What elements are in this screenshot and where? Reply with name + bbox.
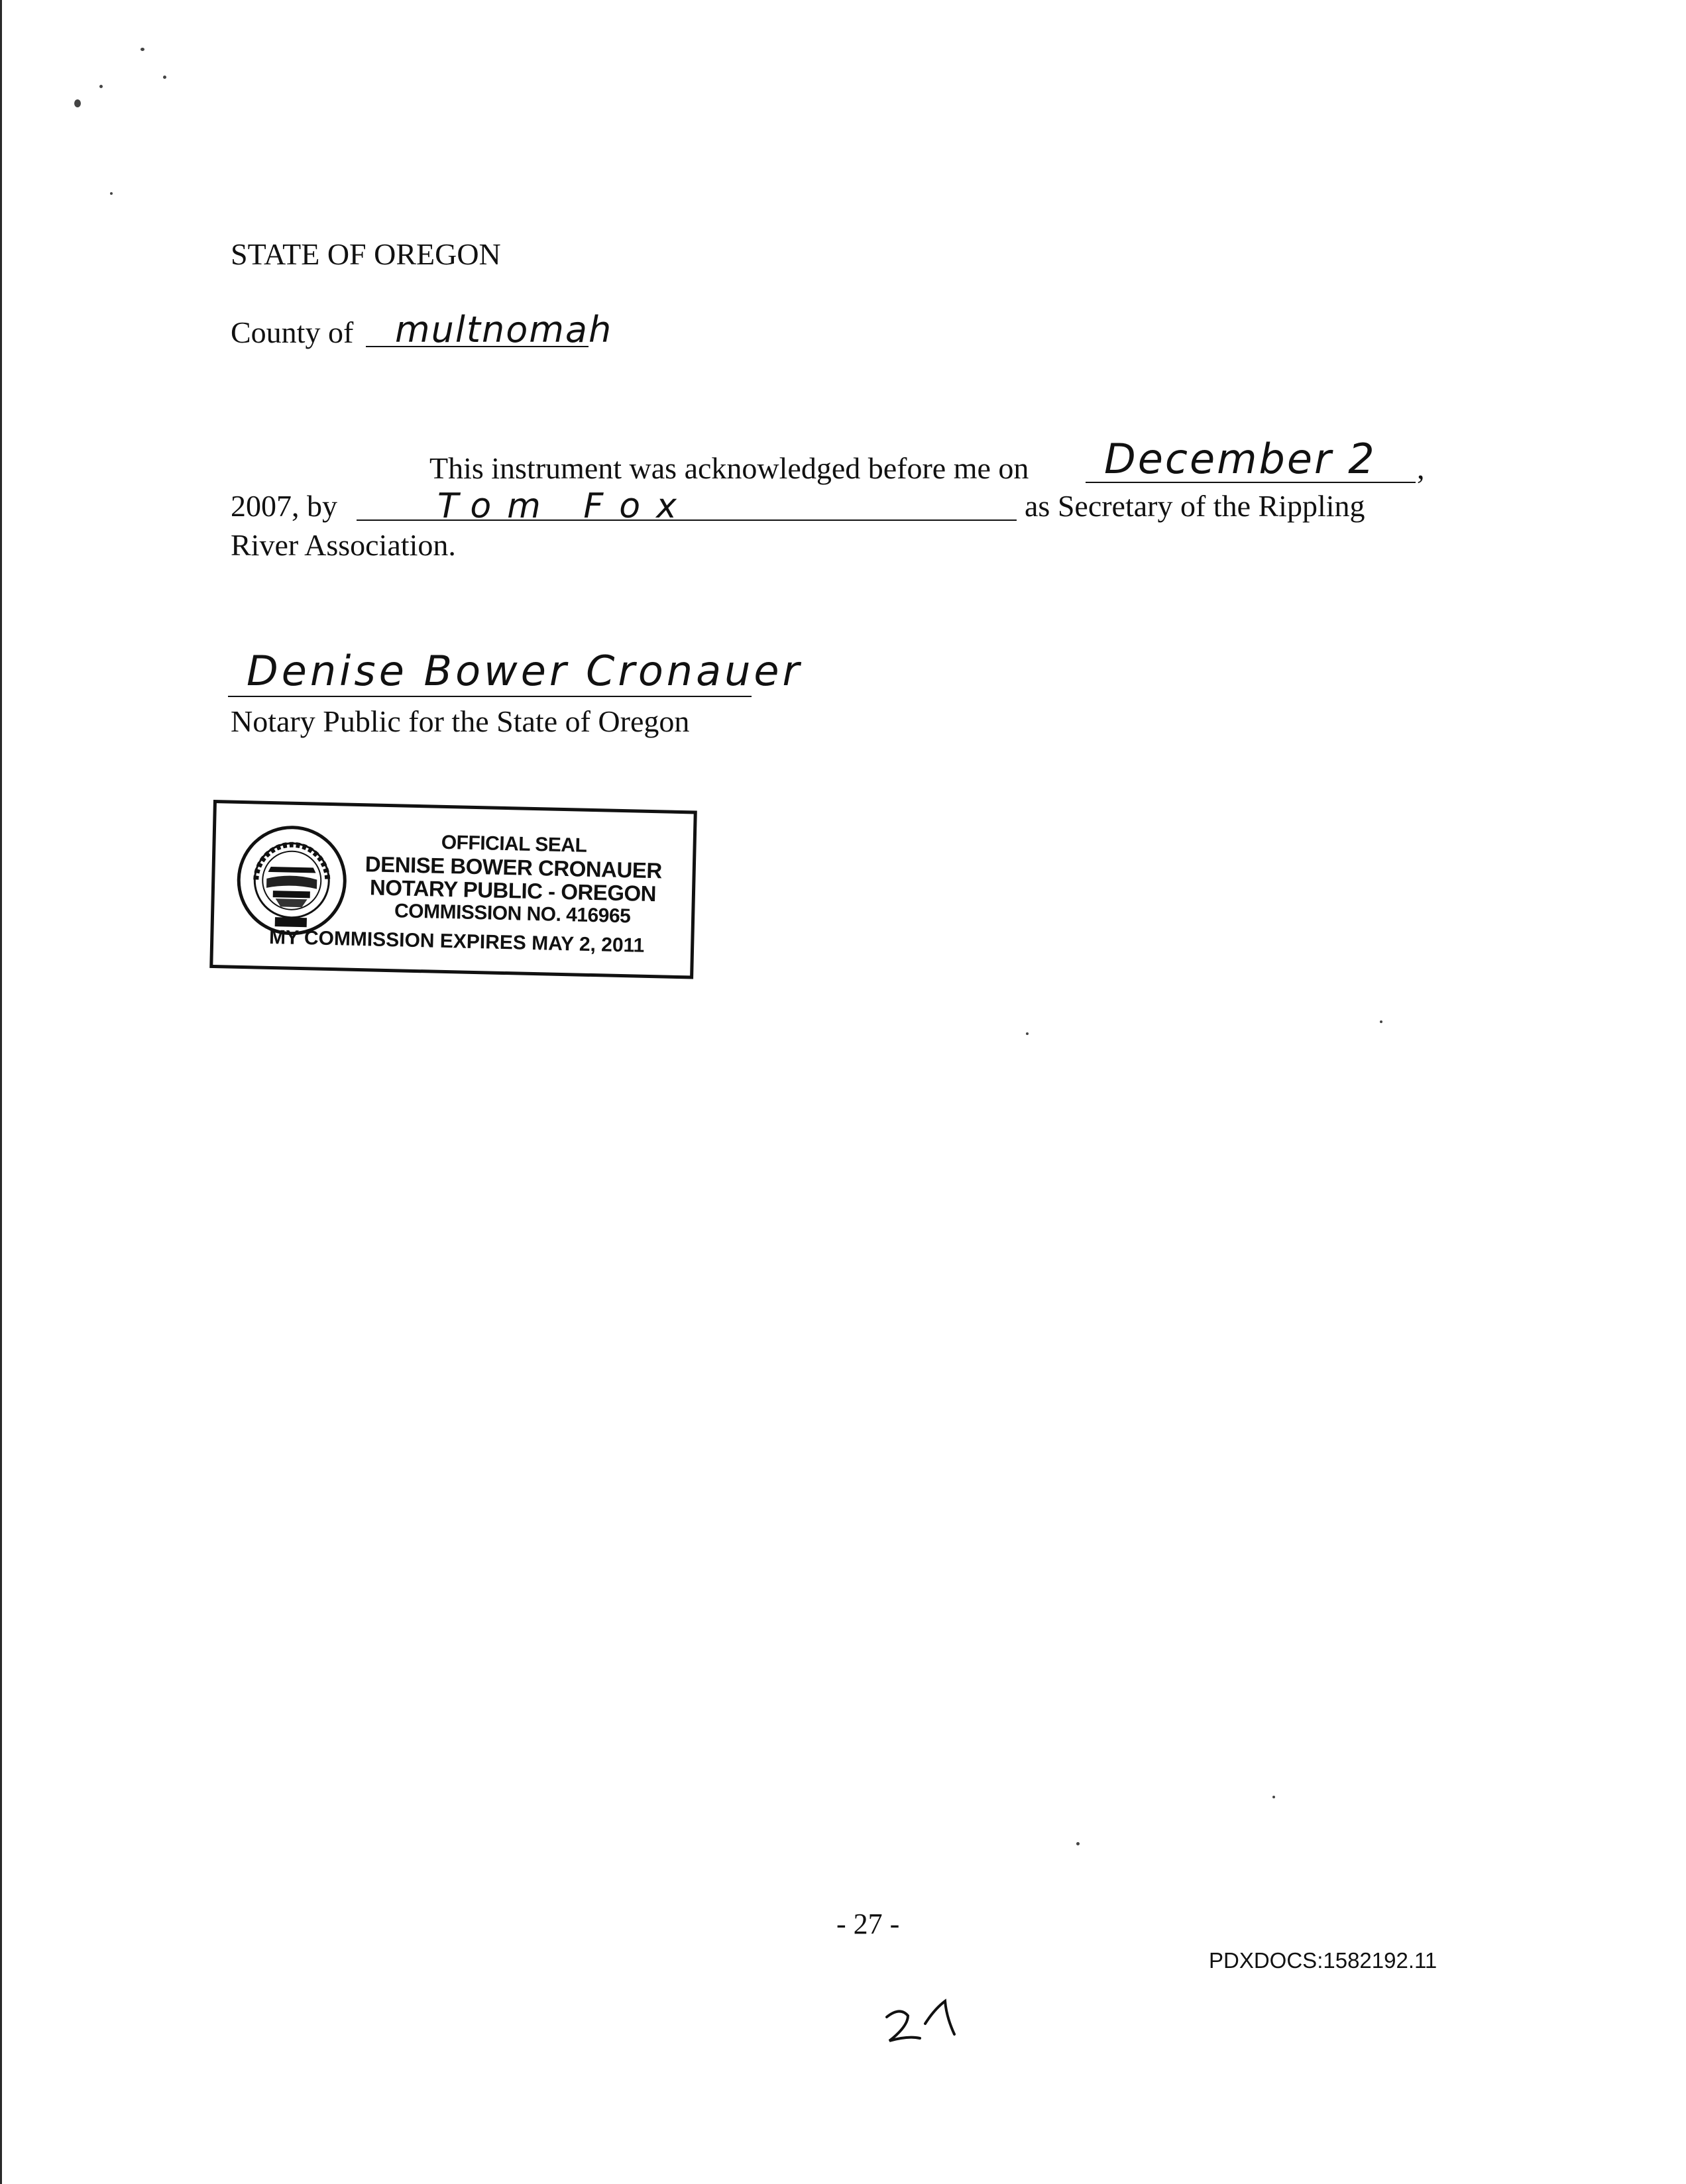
stamp-text-block [353,829,673,929]
scan-speck [74,99,81,107]
scan-speck [1026,1032,1029,1035]
scan-speck [1076,1842,1080,1845]
stamp-line-commission-no: COMMISSION NO. 416965 [394,900,631,928]
scan-speck [1272,1796,1275,1798]
notary-caption: Notary Public for the State of Oregon [231,704,690,738]
scan-speck [1380,1020,1382,1023]
county-label: County of [231,315,354,349]
ack-line1-text: This instrument was acknowledged before me on [429,451,1029,485]
scan-speck [163,76,166,79]
notary-signature: Denise Bower Cronauer [247,647,803,695]
scan-edge [0,0,2,2184]
oregon-state-seal-icon [235,824,349,938]
stamp-line-notary-name: DENISE BOWER CRONAUER [365,851,663,883]
stamp-line-expiration: MY COMMISSION EXPIRES MAY 2, 2011 [268,926,645,957]
handwritten-page-number-mark [881,1997,961,2050]
scan-speck [110,192,113,195]
ack-name-handwritten: Tom Fox [437,486,693,526]
ack-year-by: 2007, by [231,489,337,523]
ack-line3-text: River Association. [231,528,456,562]
ack-date-handwritten: December 2 [1104,435,1377,483]
stamp-line-official-seal: OFFICIAL SEAL [441,831,587,857]
county-handwritten: multnomah [395,309,613,351]
document-id: PDXDOCS:1582192.11 [1209,1948,1437,1973]
ack-comma: , [1417,451,1425,485]
scan-speck [99,85,103,88]
ack-role-text: as Secretary of the Rippling [1025,489,1365,523]
stamp-line-notary-public: NOTARY PUBLIC - OREGON [369,875,657,906]
page-number: - 27 - [836,1908,900,1940]
state-heading: STATE OF OREGON [231,237,501,271]
scan-speck [140,48,144,51]
signature-line [228,696,752,697]
official-seal-stamp [209,800,697,979]
